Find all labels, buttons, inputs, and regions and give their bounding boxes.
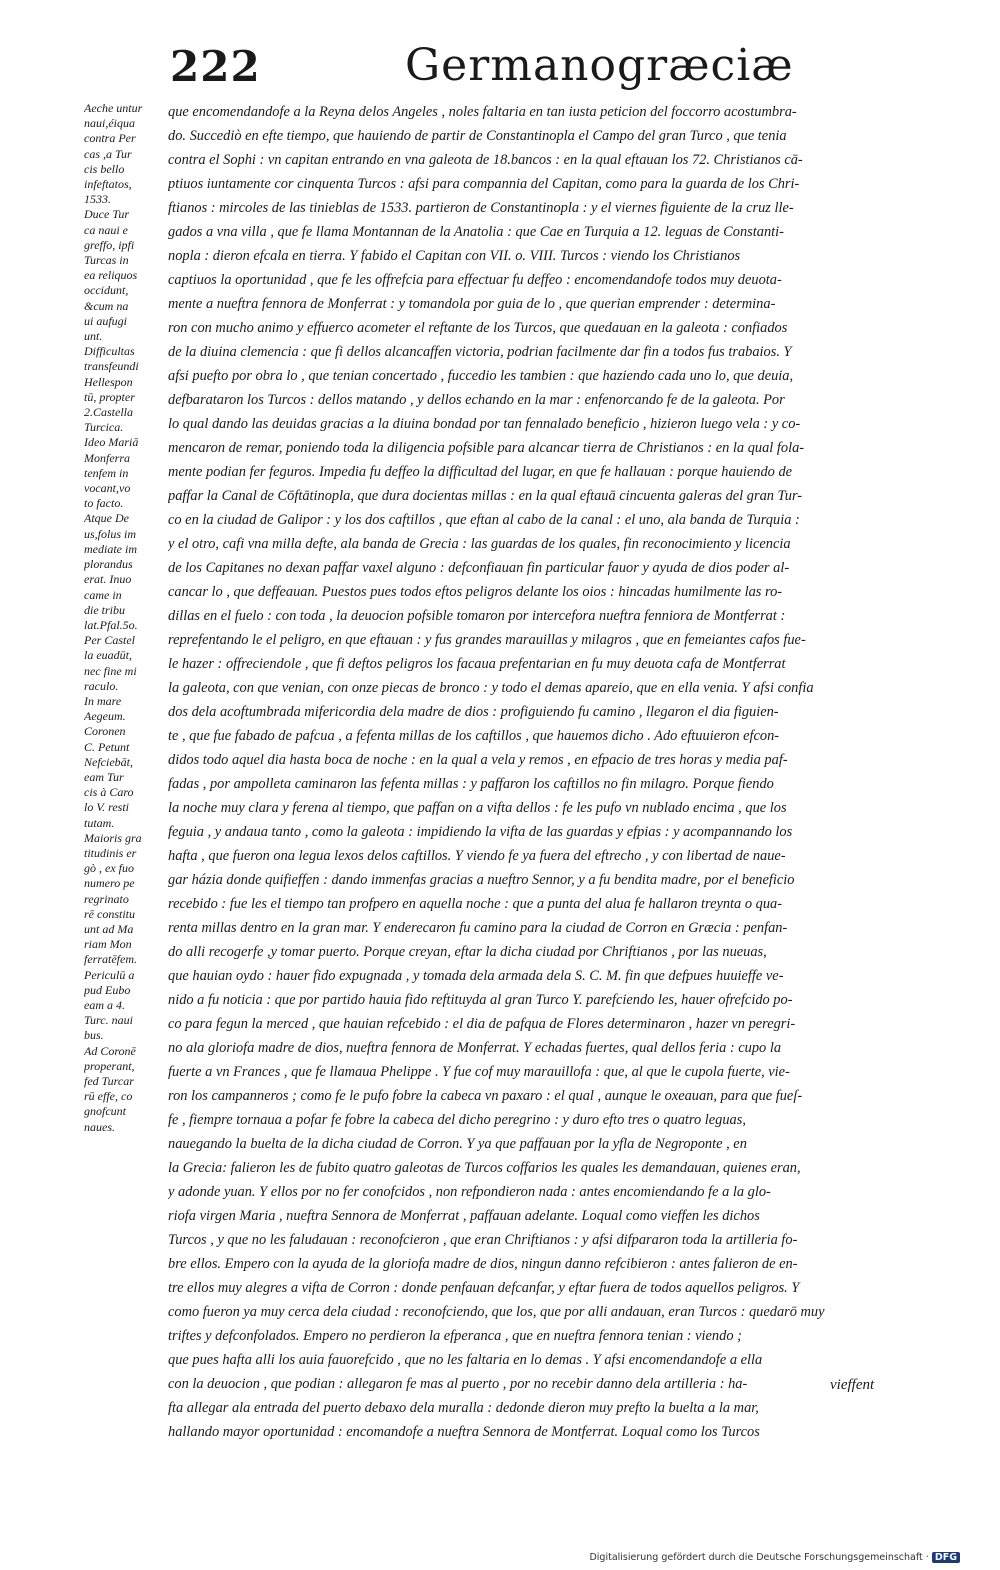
margin-note-line: ui aufugi bbox=[84, 313, 128, 328]
body-line: contra el Sophi : vn capitan entrando en vna galeota de 18.bancos : en la qual eftauan los 72. Christianos cā- bbox=[168, 152, 803, 168]
body-line: captiuos la oportunidad , que fe les offrefcia para effectuar fu deffeo : encomendandofe todos muy deuota- bbox=[168, 272, 782, 288]
body-line: feguia , y andaua tanto , como la galeota : impidiendo la vifta de las guardas y efpias : y acompannando los bbox=[168, 824, 793, 840]
body-line: fuerte a vn Frances , que fe llamaua Phelippe . Y fue cof muy marauillofa : que, al que le cupola fuerte, vie- bbox=[168, 1064, 790, 1080]
body-line: Turcos , y que no les faludauan : reconofcieron , que eran Chriftianos : y afsi difpararon toda la artilleria fo- bbox=[168, 1232, 798, 1248]
body-line: ron los campanneros ; como fe le pufo fobre la cabeca vn paxaro : el qual , aunque le oxeauan, para que fueſ- bbox=[168, 1088, 803, 1104]
body-line: lo qual dando las deuidas gracias a la diuina bondad por tan fennalado beneficio , hizieron luego vela : y co- bbox=[168, 416, 801, 432]
body-line: recebido : fue les el tiempo tan profpero en aquella noche : que a punta del alua fe hallaron treynta o qua- bbox=[168, 896, 783, 912]
margin-note-line: naui,éiqua bbox=[84, 116, 135, 131]
body-line: defbarataron los Turcos : dellos matando , y dellos echando en la mar : enfenorcando fe de la galeota. Por bbox=[168, 392, 785, 408]
dfg-logo: DFG bbox=[932, 1552, 960, 1563]
margin-note-line: erat. Inuo bbox=[84, 572, 132, 587]
page-number: 222 bbox=[170, 42, 261, 91]
margin-note-line: greffo, ipfi bbox=[84, 237, 135, 252]
margin-note-line: ferratēfem. bbox=[84, 952, 137, 967]
body-line: la Grecia: falieron les de fubito quatro galeotas de Turcos coffarios les quales les demandauan, quienes eran, bbox=[168, 1160, 801, 1176]
body-line: hafta , que fueron ona legua lexos delos caftillos. Y viendo fe ya fuera del eftrecho , y con libertad de naue- bbox=[168, 848, 786, 864]
margin-note-line: tutam. bbox=[84, 815, 115, 830]
margin-note-line: tenfem in bbox=[84, 465, 129, 480]
body-line: paffar la Canal de Cōftātinopla, que dura docientas millas : en la qual eftauā cincuenta galeras del gran Tur- bbox=[168, 488, 803, 504]
body-line: gar házia donde quifieffen : dando immenfas gracias a nueftro Sennor, y a fu bendita madre, por el beneficio bbox=[168, 872, 795, 888]
margin-note-line: Aegeum. bbox=[84, 709, 126, 724]
margin-note-line: la euadūt, bbox=[84, 648, 132, 663]
footer-credit bbox=[589, 1552, 960, 1563]
body-line: triftes y defconfolados. Empero no perdieron la efperanca , que en nueftra fennora tenian : viendo ; bbox=[168, 1328, 742, 1344]
margin-note-line: transfeundi bbox=[84, 359, 139, 374]
margin-note-line: lat.Pfal.5o. bbox=[84, 617, 138, 632]
body-line: y adonde yuan. Y ellos por no fer conofcidos , non refpondieron nada : antes encomiendando fe a la glo- bbox=[168, 1184, 771, 1200]
body-line: que pues hafta alli los auia fauorefcido , que no les faltaria en lo demas . Y afsi encomendandofe a ella bbox=[168, 1352, 763, 1368]
margin-note-line: Ideo Mariā bbox=[84, 435, 139, 450]
body-line: ptiuos iuntamente cor cinquenta Turcos : afsi para compannia del Capitan, como para la guarda de los Chri- bbox=[168, 176, 800, 192]
body-line: bre ellos. Empero con la ayuda de la gloriofa madre de dios, ningun danno refcibieron : antes falieron de en- bbox=[168, 1256, 798, 1272]
margin-note-line: regrinato bbox=[84, 891, 129, 906]
margin-note-line: pud Eubo bbox=[84, 982, 131, 997]
body-line: de los Capitanes no dexan paffar vaxel alguno : defconfiauan fin particular fauor y ayuda de dios poder al- bbox=[168, 560, 790, 576]
margin-note-line: Turcica. bbox=[84, 420, 124, 435]
body-line: que hauian oydo : hauer fido expugnada , y tomada dela armada dela S. C. M. fin que defpues huuieffe ve- bbox=[168, 968, 784, 984]
margin-note-line: 2.Castella bbox=[84, 405, 134, 420]
body-line: y el otro, cafi vna milla defte, ala banda de Grecia : las guardas de los quales, fin reconocimiento y licencia bbox=[168, 536, 791, 552]
margin-note-line: riam Mon bbox=[84, 937, 132, 952]
margin-note-line: cas ,a Tur bbox=[84, 146, 132, 161]
body-line: ron con mucho animo y effuerco acometer el reftante de los Turcos, que quedauan en la galeota : confiados bbox=[168, 320, 788, 336]
body-line: ftianos : mircoles de las tinieblas de 1533. partieron de Constantinopla : y el viernes figuiente de la cruz lle- bbox=[168, 200, 794, 216]
margin-note-line: Periculū a bbox=[84, 967, 135, 982]
margin-note-line: numero pe bbox=[84, 876, 135, 891]
body-line: te , que fue fabado de pafcua , a fefenta millas de los caftillos , que hauemos dicho . Ado eftuuieron efcon- bbox=[168, 728, 780, 744]
margin-note-line: nec fine mi bbox=[84, 663, 137, 678]
margin-note-line: mediate im bbox=[84, 541, 137, 556]
body-line: mente podian fer feguros. Impedia fu deffeo la difficultad del lugar, en que fe hallauan : porque hauiendo de bbox=[168, 464, 793, 480]
body-line: que encomendandofe a la Reyna delos Angeles , noles faltaria en tan iusta peticion del foccorro acostumbra- bbox=[168, 104, 797, 120]
body-line: riofa virgen Maria , nueftra Sennora de Monferrat , paffauan adelante. Loqual como vieffen les dichos bbox=[168, 1208, 760, 1224]
body-line: tre ellos muy alegres a vifta de Corron : donde penfauan defcanfar, y eftar fuera de todos aquellos peligros. Y bbox=[168, 1280, 800, 1296]
margin-note-line: eam a 4. bbox=[84, 997, 125, 1012]
margin-note-line: gò , ex fuo bbox=[84, 861, 134, 876]
margin-note-line: cis bello bbox=[84, 161, 125, 176]
body-line: mencaron de remar, poniendo toda la diligencia pofsible para alcancar tierra de Christianos : en la qual fola- bbox=[168, 440, 805, 456]
margin-note-line: ca naui e bbox=[84, 222, 128, 237]
margin-note-line: Duce Tur bbox=[84, 207, 129, 222]
margin-note-line: eam Tur bbox=[84, 769, 124, 784]
margin-note-line: lo V. resti bbox=[84, 800, 130, 815]
margin-note-line: Nefciebāt, bbox=[84, 754, 133, 769]
margin-note-line: unt ad Ma bbox=[84, 921, 134, 936]
margin-note-line: titudinis er bbox=[84, 845, 137, 860]
body-line: la galeota, con que venian, con onze piecas de bronco : y todo el demas apareio, que en ella venia. Y afsi confia bbox=[168, 680, 814, 696]
body-line: mente a nueftra fennora de Monferrat : y tomandola por guia de lo , que querian emprender : determina- bbox=[168, 296, 776, 312]
body-line: fadas , por ampolleta caminaron las fefenta millas : y paffaron los caftillos no fin milagro. Porque fiendo bbox=[168, 776, 774, 792]
body-line: le hazer : offreciendole , que fi deftos peligros los facaua prefentarian en fu muy deuota cafa de Montferrat bbox=[168, 656, 786, 672]
margin-note-line: came in bbox=[84, 587, 122, 602]
margin-note-line: ea reliquos bbox=[84, 268, 138, 283]
body-line: do. Succediò en efte tiempo, que hauiendo de partir de Constantinopla el Campo del gran Turco , que tenia bbox=[168, 128, 787, 144]
margin-note-line: Difficultas bbox=[84, 344, 135, 359]
body-line: la noche muy clara y ferena al tiempo, que paffan on a vifta dellos : fe les pufo vn nublado encima , que los bbox=[168, 800, 787, 816]
body-line: de la diuina clemencia : que fi dellos alcancaffen victoria, podrian facilmente dar fin a todos fus trabaios. Y bbox=[168, 344, 792, 360]
margin-note-line: gnofcunt bbox=[84, 1104, 126, 1119]
running-title: Germanogræciæ bbox=[405, 40, 794, 91]
footer-credit-text: Digitalisierung gefördert durch die Deutsche Forschungsgemeinschaft · bbox=[589, 1552, 929, 1563]
margin-note-line: properant, bbox=[84, 1058, 135, 1073]
body-line: como fueron ya muy cerca dela ciudad : reconofciendo, que los, que por alli andauan, eran Turcos : quedarō muy bbox=[168, 1304, 825, 1320]
margin-note-line: tū, propter bbox=[84, 389, 135, 404]
margin-note-line: &cum na bbox=[84, 298, 129, 313]
margin-note-line: us,folus im bbox=[84, 526, 137, 541]
margin-note-line: Hellespon bbox=[84, 374, 133, 389]
margin-note-line: Coronen bbox=[84, 724, 126, 739]
margin-note-line: Maioris gra bbox=[84, 830, 142, 845]
margin-note-line: contra Per bbox=[84, 131, 136, 146]
margin-note-line: In mare bbox=[84, 693, 122, 708]
margin-notes bbox=[84, 101, 166, 1135]
body-line: do alli recogerfe ,y tomar puerto. Porque creyan, eftar la dicha ciudad por Chriftianos , por las nueuas, bbox=[168, 944, 767, 960]
margin-note-line: Ad Coronē bbox=[84, 1043, 136, 1058]
margin-note-line: Monferra bbox=[84, 450, 130, 465]
margin-note-line: naues. bbox=[84, 1119, 115, 1134]
body-line: nopla : dieron efcala en tierra. Y fabido el Capitan con VII. o. VIII. Turcos : viendo los Christianos bbox=[168, 248, 741, 264]
body-line: co en la ciudad de Galipor : y los dos caftillos , que eftan al cabo de la canal : el uno, ala banda de Turquia : bbox=[168, 512, 800, 528]
body-line: fe , fiempre tornaua a pofar fe fobre la cabeca del dicho peregrino : y duro efto tres o quatro leguas, bbox=[168, 1112, 746, 1128]
margin-note-line: rū effe, co bbox=[84, 1089, 133, 1104]
margin-note-line: unt. bbox=[84, 329, 103, 344]
margin-note-line: plorandus bbox=[84, 557, 133, 572]
body-line: no ala gloriofa madre de dios, nueftra fennora de Monferrat. Y echadas fuertes, qual dellos feria : cupo la bbox=[168, 1040, 782, 1056]
body-line: dillas en el fuelo : con toda , la deuocion pofsible tomaron por intercefora nueftra fenniora de Montferrat : bbox=[168, 608, 786, 624]
body-line: co para fegun la merced , que hauian refcebido : el dia de pafqua de Flores determinaron , hazer vn peregri- bbox=[168, 1016, 796, 1032]
body-line: cancar lo , que deffeauan. Puestos pues todos eftos peligros delante los oios : hincadas humilmente las ro- bbox=[168, 584, 783, 600]
margin-note-line: Turcas in bbox=[84, 253, 129, 268]
body-line: reprefentando le el peligro, en que eftauan : y fus grandes marauillas y milagros , que en femeiantes cafos fue- bbox=[168, 632, 806, 648]
margin-note-line: Turc. naui bbox=[84, 1013, 133, 1028]
margin-note-line: C. Petunt bbox=[84, 739, 130, 754]
margin-note-line: rē constitu bbox=[84, 906, 135, 921]
margin-note-line: 1533. bbox=[84, 192, 111, 207]
body-line: nauegando la buelta de la dicha ciudad de Corron. Y ya que paffauan por la yfla de Negroponte , en bbox=[168, 1136, 747, 1152]
margin-note-line: vocant,vo bbox=[84, 481, 131, 496]
margin-note-line: die tribu bbox=[84, 602, 125, 617]
body-line: nido a fu noticia : que por partido hauia fido reftituyda al gran Turco Y. parefciendo les, hauer ofrefcido po- bbox=[168, 992, 793, 1008]
margin-note-line: Per Castel bbox=[84, 633, 135, 648]
body-line: didos todo aquel dia hasta boca de noche : en la qual a vela y remos , en efpacio de tres horas y media paf- bbox=[168, 752, 788, 768]
body-text bbox=[168, 100, 896, 1444]
catchword: vieffent bbox=[830, 1377, 875, 1393]
body-line: hallando mayor oportunidad : encomandofe a nueftra Sennora de Montferrat. Loqual como los Turcos bbox=[168, 1424, 760, 1440]
body-line: gados a vna villa , que fe llama Montannan de la Anatolia : que Cae en Turquia a 12. leguas de Constanti- bbox=[168, 224, 784, 240]
margin-note-line: Atque De bbox=[84, 511, 129, 526]
margin-note-line: infeftatos, bbox=[84, 177, 132, 192]
body-line: renta millas dentro en la gran mar. Y enderecaron fu camino para la ciudad de Corron en Græcia : penfan- bbox=[168, 920, 788, 936]
body-line: dos dela acoftumbrada mifericordia dela madre de dios : profiguiendo fu camino , llegaron el dia figuien- bbox=[168, 704, 779, 720]
body-line: afsi puefto por obra lo , que tenian concertado , fuccedio les tambien : que haziendo cada uno lo, que deuia, bbox=[168, 368, 794, 384]
body-line: con la deuocion , que podian : allegaron fe mas al puerto , por no recebir danno dela artilleria : ha- bbox=[168, 1376, 748, 1392]
margin-note-line: cis à Caro bbox=[84, 785, 134, 800]
margin-note-line: bus. bbox=[84, 1028, 104, 1043]
margin-note-line: occidunt, bbox=[84, 283, 129, 298]
margin-note-line: to facto. bbox=[84, 496, 124, 511]
margin-note-line: raculo. bbox=[84, 678, 119, 693]
body-line: fta allegar ala entrada del puerto debaxo dela muralla : dedonde dieron muy prefto la buelta a la mar, bbox=[168, 1400, 759, 1416]
margin-note-line: fed Turcar bbox=[84, 1074, 134, 1088]
margin-note-line: Aeche untur bbox=[84, 101, 143, 115]
